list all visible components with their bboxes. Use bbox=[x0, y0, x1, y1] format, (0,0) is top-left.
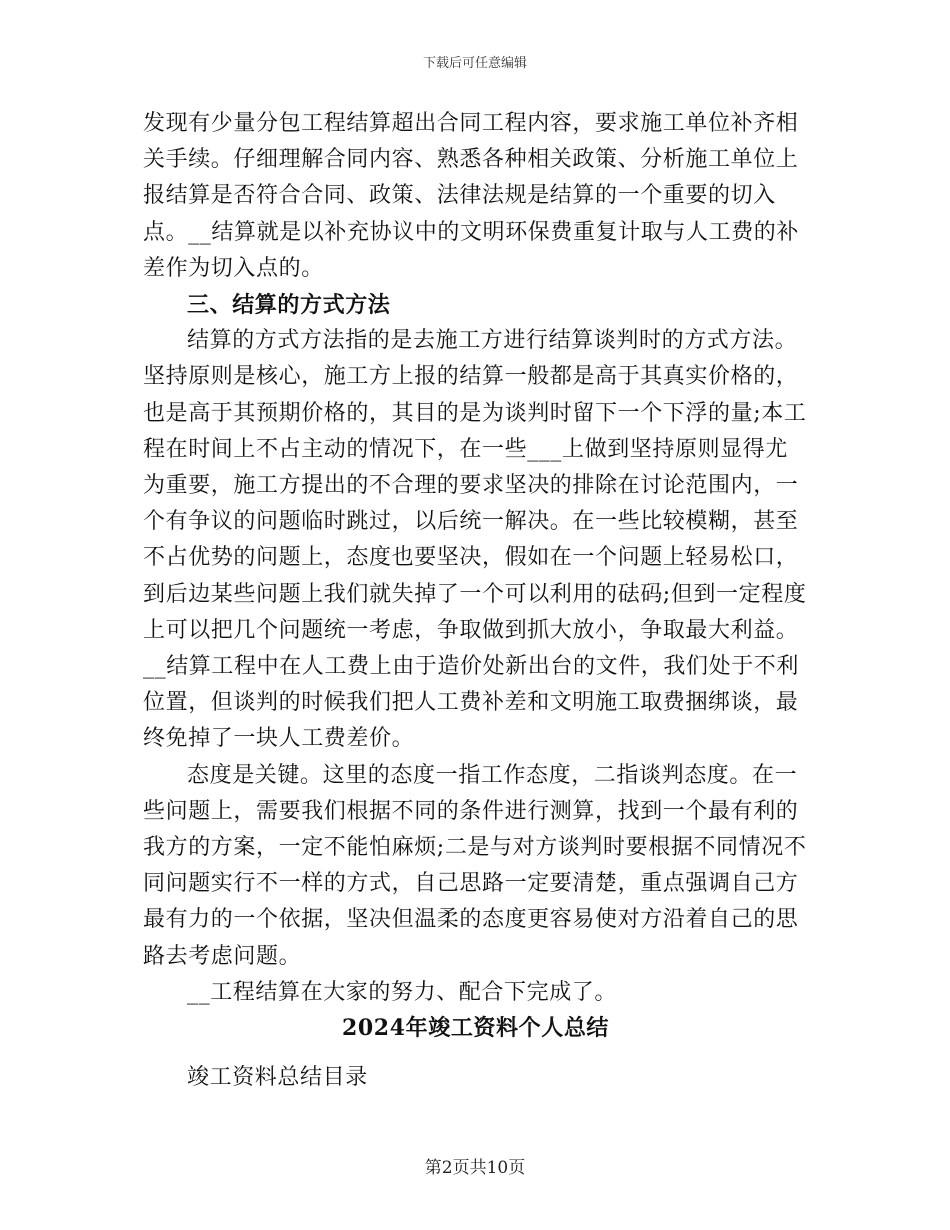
toc-label: 竣工资料总结目录 bbox=[187, 1065, 368, 1090]
page-header: 下载后可任意编辑 bbox=[422, 56, 527, 71]
document-body bbox=[143, 106, 808, 1011]
next-document-title-block bbox=[143, 1010, 808, 1046]
paragraph-attitude: 态度是关键。这里的态度一指工作态度，二指谈判态度。在一些问题上，需要我们根据不同的条件进行测算，找到一个最有利的我方的方案，一定不能怕麻烦;二是与对方谈判时要根据不同情况不同问题实行不一样的方式，自己思路一定要清楚，重点强调自己方最有力的一个依据，坚决但温柔的态度更容易使对方沿着自己的思路去考虑问题。 bbox=[143, 762, 807, 969]
section-heading: 三、结算的方式方法 bbox=[187, 292, 391, 319]
page-number: 第2页共10页 bbox=[424, 1158, 526, 1178]
paragraph-contract-review: 发现有少量分包工程结算超出合同工程内容，要求施工单位补齐相关手续。仔细理解合同内容、熟悉各种相关政策、分析施工单位上报结算是否符合合同、政策、法律法规是结算的一个重要的切入点。__结算就是以补充协议中的文明环保费重复计取与人工费的补差作为切入点的。 bbox=[143, 111, 800, 281]
paragraph-methods: 结算的方式方法指的是去施工方进行结算谈判时的方式方法。坚持原则是核心，施工方上报的结算一般都是高于其真实价格的，也是高于其预期价格的，其目的是为谈判时留下一个下浮的量;本工程在时间上不占主动的情况下，在一些___上做到坚持原则显得尤为重要，施工方提出的不合理的要求坚决的排除在讨论范围内，一个有争议的问题临时跳过，以后统一解决。在一些比较模糊，甚至不占优势的问题上，态度也要坚决，假如在一个问题上轻易松口，到后边某些问题上我们就失掉了一个可以利用的砝码;但到一定程度上可以把几个问题统一考虑，争取做到抓大放小，争取最大利益。__结算工程中在人工费上由于造价处新出台的文件，我们处于不利位置，但谈判的时候我们把人工费补差和文明施工取费捆绑谈，最终免掉了一块人工费差价。 bbox=[143, 328, 807, 752]
document-title: 2024年竣工资料个人总结 bbox=[341, 1015, 610, 1041]
paragraph-completion: __工程结算在大家的努力、配合下完成了。 bbox=[187, 979, 618, 1005]
